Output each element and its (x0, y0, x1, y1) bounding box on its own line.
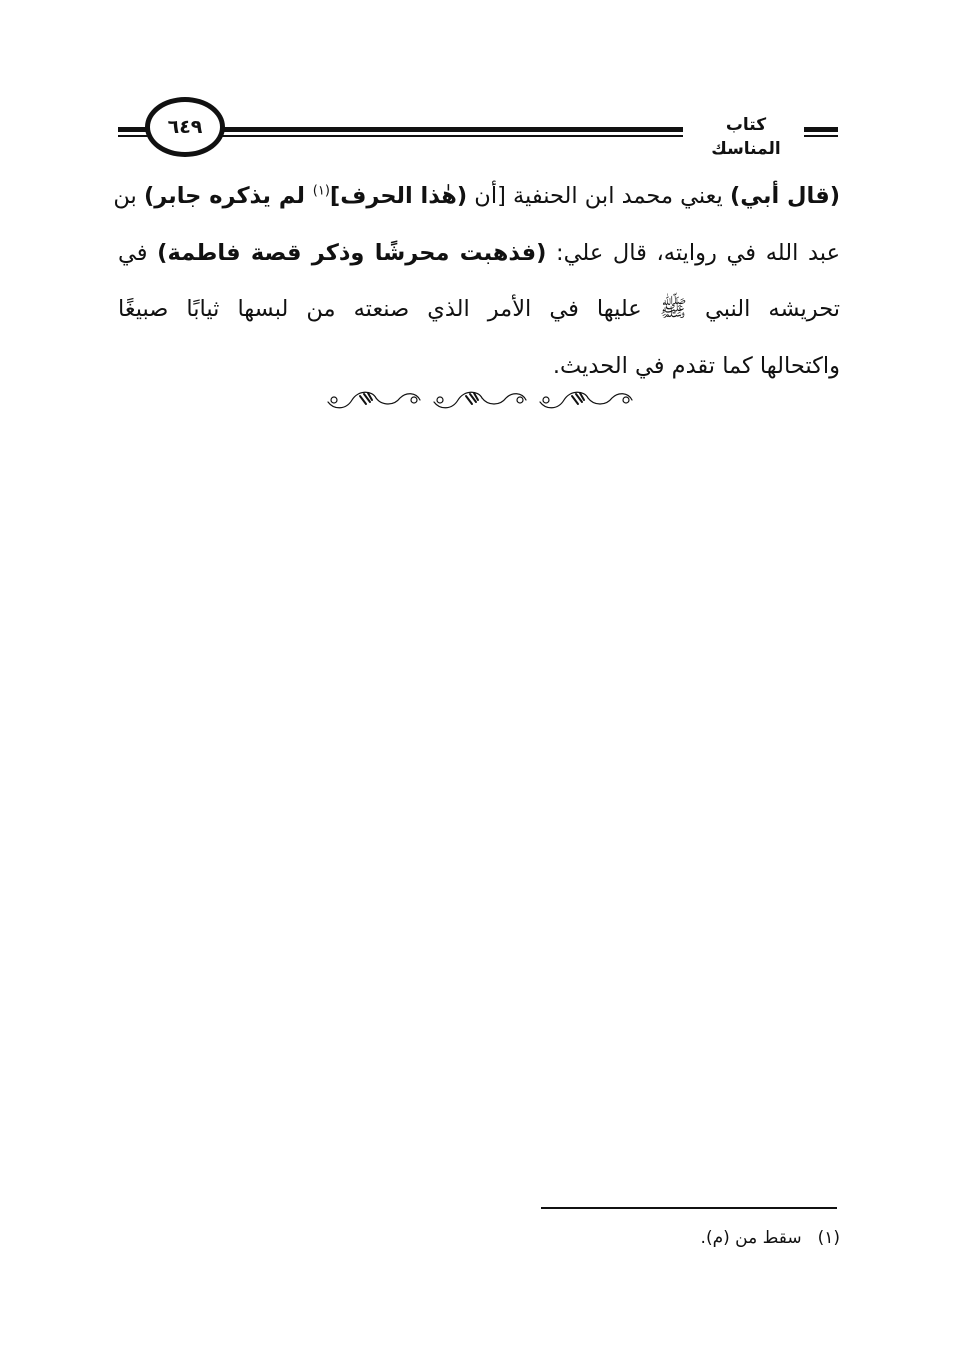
text-line-1 (113, 168, 840, 225)
text-line-2-plain-a: عبد الله في روايته، قال علي: (546, 239, 841, 266)
main-text (113, 168, 841, 394)
text-line-1-plain-a: يعني محمد ابن الحنفية [أن (467, 183, 730, 209)
text-line-1-bold-a: (قال أبي) (729, 183, 840, 209)
header-rule-middle (220, 127, 683, 132)
text-line-1-plain-b: بن (113, 183, 144, 209)
header-rule-right-thin (804, 135, 838, 137)
page-number-oval (145, 97, 225, 157)
text-line-2-bold-a: (فذهبت محرشًا وذكر قصة فاطمة) (157, 239, 547, 266)
footnote-marker: (١) (312, 183, 330, 199)
text-line-4: واكتحالها كما تقدم في الحديث. (552, 352, 840, 379)
page-header (0, 0, 957, 170)
book-title: كتاب المناسك (711, 115, 781, 159)
text-line-1-bold-b: (هٰذا الحرف] (329, 183, 468, 209)
footnote (560, 1224, 840, 1252)
ornament-motif-2 (434, 392, 526, 408)
section-end-ornament (320, 380, 635, 420)
ornament-motif-3 (540, 392, 632, 408)
text-line-2-plain-b: في (118, 239, 158, 266)
text-line-3: تحريشه النبي ﷺ عليها في الأمر الذي صنعته من لبسها ثيابًا صبيغًا (118, 296, 840, 322)
footnote-separator (541, 1207, 837, 1209)
footnote-text: سقط من (م). (700, 1228, 802, 1248)
ornament-motif-1 (328, 392, 420, 408)
text-line-2 (118, 225, 840, 282)
footnote-number: (١) (817, 1228, 840, 1248)
page-number: ٦٤٩ (167, 116, 203, 138)
text-line-1-bold-c: لم يذكره جابر) (143, 183, 313, 209)
header-rule-middle-thin (220, 135, 683, 137)
header-rule-right (804, 127, 838, 132)
